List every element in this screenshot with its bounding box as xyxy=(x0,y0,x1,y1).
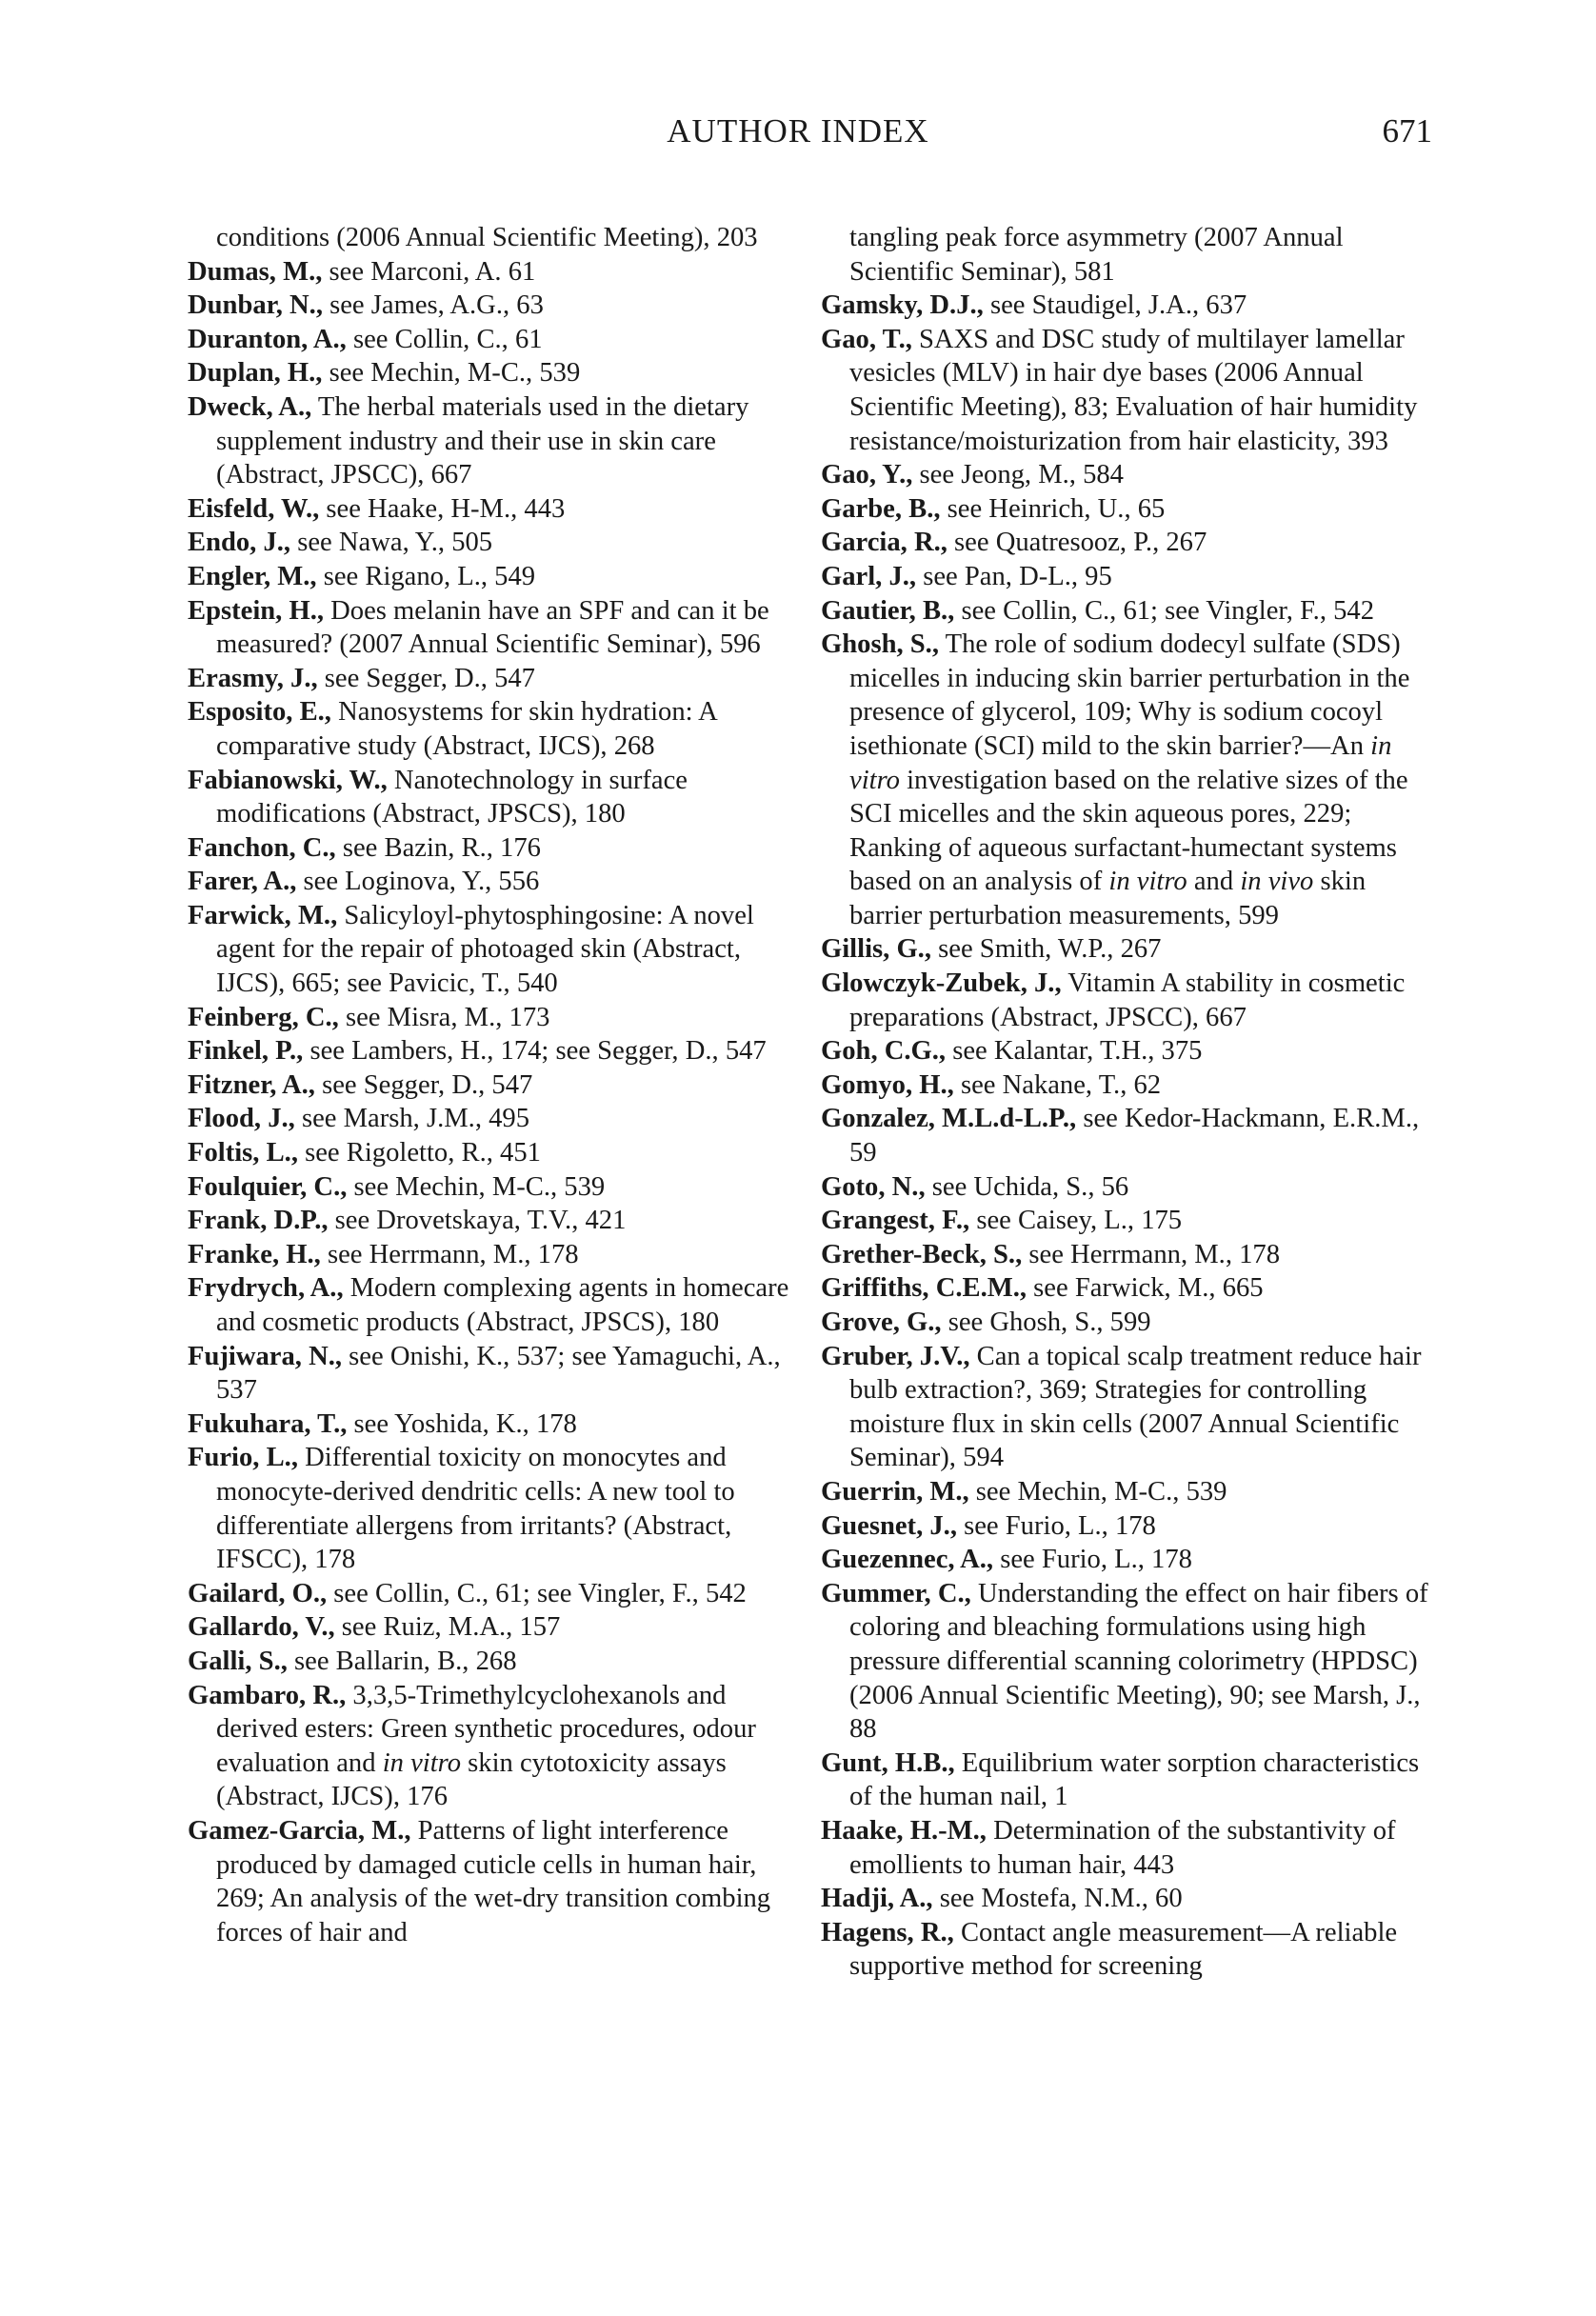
entry-text: see Segger, D., 547 xyxy=(314,1069,533,1100)
entry-author-name: Hagens, R., xyxy=(821,1917,954,1947)
entry-text: see Mechin, M-C., 539 xyxy=(347,1171,606,1202)
entry-author-name: Duplan, H., xyxy=(188,358,323,389)
entry-author-name: Fitzner, A., xyxy=(188,1069,315,1100)
index-entry xyxy=(188,1271,797,1339)
index-entry xyxy=(821,1916,1430,1984)
entry-text: Patterns of light interference produced by damaged cuticle cells in human hair, 269; An analysis of the wet-dry transition combing forces of hair and xyxy=(216,1815,771,1947)
index-entry xyxy=(821,1543,1430,1577)
index-entry xyxy=(821,1306,1430,1340)
entry-text: see Farwick, M., 665 xyxy=(1027,1273,1264,1304)
entry-author-name: Fanchon, C., xyxy=(188,832,336,863)
entry-text: see Mostefa, N.M., 60 xyxy=(932,1884,1183,1914)
entry-text: see Heinrich, U., 65 xyxy=(940,493,1166,524)
entry-author-name: Dumas, M., xyxy=(188,256,323,287)
entry-author-name: Goh, C.G., xyxy=(821,1036,947,1067)
index-entry xyxy=(821,289,1430,323)
entry-text: see Segger, D., 547 xyxy=(317,663,535,693)
entry-author-name: Gummer, C., xyxy=(821,1578,971,1608)
entry-text: see Quatresooz, P., 267 xyxy=(947,528,1207,558)
index-entry xyxy=(188,323,797,357)
index-entry xyxy=(188,255,797,290)
entry-text: SAXS and DSC study of multilayer lamellar vesicles (MLV) in hair dye bases (2006 Annual Scientific Meeting), 83; Evaluation of hair humidity resistance/moisturization from hair elasticity, 393 xyxy=(849,324,1418,456)
index-entry xyxy=(821,1475,1430,1509)
index-entry xyxy=(188,865,797,899)
entry-author-name: Esposito, E., xyxy=(188,697,331,728)
index-entry xyxy=(188,1679,797,1814)
page-number: 671 xyxy=(1382,112,1432,150)
index-entry xyxy=(188,390,797,492)
entry-author-name: Gomyo, H., xyxy=(821,1069,954,1100)
entry-author-name: Garcia, R., xyxy=(821,528,948,558)
index-entry xyxy=(188,695,797,763)
entry-text: see Uchida, S., 56 xyxy=(925,1171,1129,1202)
entry-author-name: Garl, J., xyxy=(821,561,917,591)
entry-text: Determination of the substantivity of emollients to human hair, 443 xyxy=(849,1815,1396,1880)
entry-author-name: Foulquier, C., xyxy=(188,1171,348,1202)
entry-author-name: Gamsky, D.J., xyxy=(821,290,984,321)
index-entry xyxy=(821,1882,1430,1916)
entry-text: tangling peak force asymmetry (2007 Annual Scientific Seminar), 581 xyxy=(849,223,1344,287)
entry-author-name: Epstein, H., xyxy=(188,595,324,626)
entry-author-name: Ghosh, S., xyxy=(821,629,939,660)
entry-text: see Herrmann, M., 178 xyxy=(320,1239,579,1269)
entry-author-name: Dweck, A., xyxy=(188,391,312,422)
entry-author-name: Guesnet, J., xyxy=(821,1510,957,1541)
index-entry xyxy=(188,560,797,594)
entry-text: see Caisey, L., 175 xyxy=(969,1206,1183,1236)
index-entry xyxy=(188,899,797,1001)
index-entry xyxy=(188,1170,797,1205)
entry-text: see Jeong, M., 584 xyxy=(912,460,1124,490)
entry-text: see Nawa, Y., 505 xyxy=(290,528,493,558)
entry-text: Can a topical scalp treatment reduce hair bulb extraction?, 369; Strategies for controlling moisture flux in skin cells (2007 Annual Scientific Seminar), 594 xyxy=(849,1341,1422,1473)
index-entry xyxy=(821,1170,1430,1205)
entry-author-name: Dunbar, N., xyxy=(188,290,323,321)
entry-author-name: Farer, A., xyxy=(188,867,297,897)
entry-author-name: Gao, Y., xyxy=(821,460,913,490)
index-entry xyxy=(188,831,797,866)
entry-text: see Nakane, T., 62 xyxy=(953,1069,1162,1100)
entry-author-name: Haake, H.-M., xyxy=(821,1815,987,1846)
entry-text: The role of sodium dodecyl sulfate (SDS) micelles in inducing skin barrier perturbation in the presence of glycerol, 109; Why is sodium cocoyl isethionate (SCI) mild to the skin barrier?—An xyxy=(849,629,1410,761)
index-entry xyxy=(188,1136,797,1170)
entry-author-name: Galli, S., xyxy=(188,1646,288,1676)
entry-author-name: Feinberg, C., xyxy=(188,1002,339,1032)
left-column xyxy=(188,221,797,1949)
entry-author-name: Gallardo, V., xyxy=(188,1612,335,1643)
index-entry xyxy=(821,932,1430,967)
entry-author-name: Fujiwara, N., xyxy=(188,1341,343,1371)
entry-text: see Mechin, M-C., 539 xyxy=(322,358,581,389)
index-entry xyxy=(188,1610,797,1645)
entry-author-name: Gamez-Garcia, M., xyxy=(188,1815,411,1846)
entry-author-name: Guezennec, A., xyxy=(821,1545,994,1575)
index-entry xyxy=(188,289,797,323)
entry-text: see Onishi, K., 537; see Yamaguchi, A., 537 xyxy=(216,1341,781,1406)
index-entry xyxy=(821,458,1430,492)
entry-author-name: Gunt, H.B., xyxy=(821,1747,955,1778)
entry-text: see Bazin, R., 176 xyxy=(335,832,541,863)
index-entry xyxy=(188,492,797,527)
index-entry xyxy=(821,1271,1430,1306)
index-entry xyxy=(821,628,1430,932)
entry-text: Modern complexing agents in homecare and cosmetic products (Abstract, JPSCS), 180 xyxy=(216,1273,789,1337)
entry-author-name: Gailard, O., xyxy=(188,1578,328,1608)
entry-author-name: Guerrin, M., xyxy=(821,1476,969,1507)
entry-author-name: Gruber, J.V., xyxy=(821,1341,970,1371)
entry-text: Vitamin A stability in cosmetic preparations (Abstract, JPSCC), 667 xyxy=(849,968,1406,1032)
entry-text: see Collin, C., 61; see Vingler, F., 542 xyxy=(327,1578,747,1608)
index-entry xyxy=(188,764,797,831)
index-entry xyxy=(821,492,1430,527)
entry-author-name: Flood, J., xyxy=(188,1104,295,1134)
entry-author-name: Endo, J., xyxy=(188,528,291,558)
entry-text: Equilibrium water sorption characteristics of the human nail, 1 xyxy=(849,1747,1420,1812)
entry-text: Contact angle measurement—A reliable supportive method for screening xyxy=(849,1917,1398,1982)
entry-text: see Ballarin, B., 268 xyxy=(287,1646,517,1676)
entry-text: see Misra, M., 173 xyxy=(338,1002,550,1032)
entry-author-name: Gambaro, R., xyxy=(188,1680,347,1710)
index-entry xyxy=(188,662,797,696)
entry-author-name: Glowczyk-Zubek, J., xyxy=(821,968,1062,999)
entry-author-name: Erasmy, J., xyxy=(188,663,318,693)
index-entry xyxy=(821,1102,1430,1169)
entry-italic-text: in vitro xyxy=(1108,867,1187,897)
entry-text: see Furio, L., 178 xyxy=(956,1510,1156,1541)
index-entry xyxy=(188,1577,797,1611)
entry-author-name: Gao, T., xyxy=(821,324,912,354)
entry-author-name: Engler, M., xyxy=(188,561,317,591)
entry-text: 3,3,5-Trimethylcyclohexanols and derived esters: Green synthetic procedures, odour evaluation and xyxy=(216,1680,756,1778)
entry-author-name: Gillis, G., xyxy=(821,934,931,965)
entry-author-name: Gonzalez, M.L.d-L.P., xyxy=(821,1104,1077,1134)
index-entry xyxy=(821,1340,1430,1475)
entry-author-name: Finkel, P., xyxy=(188,1036,304,1067)
entry-author-name: Duranton, A., xyxy=(188,324,347,354)
entry-author-name: Eisfeld, W., xyxy=(188,493,320,524)
entry-text: Differential toxicity on monocytes and monocyte-derived dendritic cells: A new tool to differentiate allergens from irritants? (Abstract, IFSCC), 178 xyxy=(216,1443,735,1575)
index-entry xyxy=(188,1408,797,1442)
index-entry xyxy=(188,1814,797,1949)
entry-text: The herbal materials used in the dietary supplement industry and their use in skin care (Abstract, JPSCC), 667 xyxy=(216,391,749,490)
entry-text: see Herrmann, M., 178 xyxy=(1022,1239,1281,1269)
index-entry xyxy=(821,1238,1430,1272)
index-entry xyxy=(188,1645,797,1679)
index-entry xyxy=(821,323,1430,458)
index-entry xyxy=(821,1747,1430,1814)
index-entry xyxy=(188,1102,797,1136)
right-column xyxy=(821,221,1430,1984)
index-entry xyxy=(821,560,1430,594)
entry-text: see Haake, H-M., 443 xyxy=(319,493,566,524)
index-entry xyxy=(821,1204,1430,1238)
entry-text: see Loginova, Y., 556 xyxy=(296,867,540,897)
entry-author-name: Furio, L., xyxy=(188,1443,298,1473)
entry-text: Nanosystems for skin hydration: A comparative study (Abstract, IJCS), 268 xyxy=(216,697,717,761)
entry-text: see Marconi, A. 61 xyxy=(322,256,536,287)
index-entry xyxy=(821,221,1430,289)
entry-text: Does melanin have an SPF and can it be measured? (2007 Annual Scientific Seminar), 596 xyxy=(216,595,769,660)
entry-author-name: Fabianowski, W., xyxy=(188,765,388,795)
page-title: AUTHOR INDEX xyxy=(667,112,929,150)
index-entry xyxy=(188,356,797,390)
index-entry xyxy=(188,1441,797,1576)
entry-text: see Drovetskaya, T.V., 421 xyxy=(328,1206,627,1236)
entry-text: see Kalantar, T.H., 375 xyxy=(946,1036,1203,1067)
entry-author-name: Grove, G., xyxy=(821,1308,942,1337)
index-entry xyxy=(188,221,797,255)
index-entry xyxy=(821,967,1430,1034)
entry-italic-text: in vitro xyxy=(849,730,1392,795)
entry-text: see Pan, D-L., 95 xyxy=(916,561,1112,591)
entry-italic-text: in vitro xyxy=(382,1747,462,1778)
entry-author-name: Griffiths, C.E.M., xyxy=(821,1273,1027,1304)
entry-text: see Collin, C., 61; see Vingler, F., 542 xyxy=(954,595,1375,626)
index-entry xyxy=(188,1238,797,1272)
index-entry xyxy=(821,1068,1430,1103)
entry-text: see Staudigel, J.A., 637 xyxy=(983,290,1247,321)
entry-text: see Furio, L., 178 xyxy=(993,1545,1192,1575)
entry-italic-text: in vivo xyxy=(1240,867,1314,897)
entry-text: see Lambers, H., 174; see Segger, D., 547 xyxy=(303,1036,767,1067)
running-head xyxy=(0,112,1596,160)
entry-text: and xyxy=(1187,867,1241,897)
entry-text: conditions (2006 Annual Scientific Meeting), 203 xyxy=(216,223,758,252)
entry-author-name: Foltis, L., xyxy=(188,1138,298,1168)
index-entry xyxy=(821,526,1430,560)
entry-text: Nanotechnology in surface modifications (Abstract, JPSCS), 180 xyxy=(216,765,688,829)
entry-text: see James, A.G., 63 xyxy=(322,290,544,321)
entry-text: see Collin, C., 61 xyxy=(346,324,543,354)
index-entry xyxy=(821,594,1430,629)
entry-author-name: Fukuhara, T., xyxy=(188,1408,348,1439)
index-entry xyxy=(188,1034,797,1068)
entry-text: see Kedor-Hackmann, E.R.M., 59 xyxy=(849,1104,1420,1168)
entry-author-name: Frydrych, A., xyxy=(188,1273,344,1304)
entry-text: Salicyloyl-phytosphingosine: A novel agent for the repair of photoaged skin (Abstract, IJCS), 665; see Pavicic, T., 540 xyxy=(216,900,754,999)
entry-author-name: Grether-Beck, S., xyxy=(821,1239,1023,1269)
entry-author-name: Grangest, F., xyxy=(821,1206,970,1236)
entry-text: investigation based on the relative sizes of the SCI micelles and the skin aqueous pores, 229; Ranking of aqueous surfactant-humectant systems based on an analysis of xyxy=(849,765,1408,897)
entry-text: see Mechin, M-C., 539 xyxy=(968,1476,1227,1507)
entry-text: see Rigoletto, R., 451 xyxy=(297,1138,541,1168)
entry-author-name: Hadji, A., xyxy=(821,1884,933,1914)
index-entry xyxy=(821,1577,1430,1747)
index-entry xyxy=(188,594,797,662)
index-entry xyxy=(188,1001,797,1035)
entry-author-name: Frank, D.P., xyxy=(188,1206,329,1236)
entry-text: Understanding the effect on hair fibers of coloring and bleaching formulations using high pressure differential scanning colorimetry (HPDSC) (2006 Annual Scientific Meeting), 90; see Marsh, J., 88 xyxy=(849,1578,1428,1745)
entry-text: see Ghosh, S., 599 xyxy=(941,1308,1151,1337)
entry-text: see Marsh, J.M., 495 xyxy=(294,1104,530,1134)
entry-text: see Rigano, L., 549 xyxy=(316,561,536,591)
entry-author-name: Garbe, B., xyxy=(821,493,941,524)
index-entry xyxy=(188,1068,797,1103)
entry-text: see Smith, W.P., 267 xyxy=(930,934,1162,965)
entry-author-name: Goto, N., xyxy=(821,1171,926,1202)
entry-text: skin barrier perturbation measurements, 599 xyxy=(849,867,1367,930)
entry-author-name: Gautier, B., xyxy=(821,595,955,626)
index-entry xyxy=(821,1509,1430,1544)
index-entry xyxy=(821,1034,1430,1068)
entry-text: see Ruiz, M.A., 157 xyxy=(334,1612,561,1643)
entry-text: skin cytotoxicity assays (Abstract, IJCS), 176 xyxy=(216,1747,727,1812)
entry-text: see Yoshida, K., 178 xyxy=(347,1408,577,1439)
index-entry xyxy=(188,1340,797,1408)
index-entry xyxy=(188,1204,797,1238)
index-entry xyxy=(821,1814,1430,1882)
entry-author-name: Franke, H., xyxy=(188,1239,321,1269)
entry-author-name: Farwick, M., xyxy=(188,900,338,930)
index-entry xyxy=(188,526,797,560)
